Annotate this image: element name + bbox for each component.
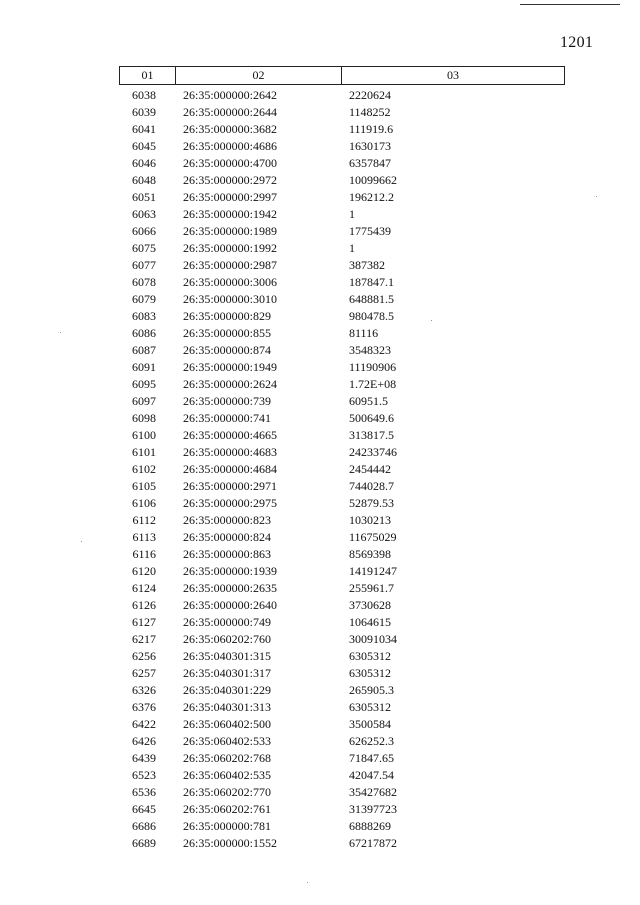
cell-01: 6116	[132, 547, 156, 561]
cell-01: 6422	[132, 717, 156, 731]
cell-01: 6091	[132, 360, 156, 374]
table-row	[119, 461, 565, 478]
cell-02: 26:35:000000:4684	[183, 462, 278, 476]
cell-01: 6124	[132, 581, 156, 595]
cell-03: 6305312	[349, 700, 391, 714]
cell-01: 6426	[132, 734, 156, 748]
table-row	[119, 563, 565, 580]
table-row	[119, 308, 565, 325]
cell-03: 980478.5	[349, 309, 394, 323]
cell-02: 26:35:060402:500	[183, 717, 272, 731]
cell-03: 6888269	[349, 819, 391, 833]
cell-03: 35427682	[349, 785, 397, 799]
table-row	[119, 444, 565, 461]
cell-03: 60951.5	[349, 394, 388, 408]
scan-speck	[307, 882, 308, 883]
table-row	[119, 580, 565, 597]
cell-03: 1.72E+08	[349, 377, 397, 391]
table-row	[119, 835, 565, 852]
table-row	[119, 733, 565, 750]
table-row	[119, 206, 565, 223]
table-row	[119, 172, 565, 189]
cell-03: 71847.65	[349, 751, 394, 765]
cell-02: 26:35:060202:768	[183, 751, 272, 765]
cell-01: 6041	[132, 122, 156, 136]
cell-02: 26:35:000000:2997	[183, 190, 278, 204]
cell-02: 26:35:000000:781	[183, 819, 272, 833]
cell-01: 6046	[132, 156, 156, 170]
scan-speck	[60, 332, 61, 333]
cell-03: 8569398	[349, 547, 391, 561]
cell-02: 26:35:000000:829	[183, 309, 272, 323]
cell-02: 26:35:000000:855	[183, 326, 272, 340]
cell-01: 6112	[132, 513, 156, 527]
cell-03: 196212.2	[349, 190, 394, 204]
table-row	[119, 529, 565, 546]
cell-01: 6095	[132, 377, 156, 391]
cell-01: 6038	[132, 88, 156, 102]
data-table	[119, 66, 565, 852]
cell-03: 81116	[349, 326, 379, 340]
cell-01: 6077	[132, 258, 156, 272]
header-col-02: 02	[176, 67, 342, 84]
cell-01: 6083	[132, 309, 156, 323]
cell-03: 6305312	[349, 666, 391, 680]
cell-03: 255961.7	[349, 581, 394, 595]
cell-03: 1	[349, 207, 355, 221]
cell-02: 26:35:000000:4665	[183, 428, 278, 442]
cell-01: 6127	[132, 615, 156, 629]
cell-01: 6105	[132, 479, 156, 493]
cell-01: 6078	[132, 275, 156, 289]
cell-01: 6101	[132, 445, 156, 459]
cell-01: 6256	[132, 649, 156, 663]
table-row	[119, 478, 565, 495]
cell-02: 26:35:000000:823	[183, 513, 272, 527]
cell-01: 6120	[132, 564, 156, 578]
cell-03: 14191247	[349, 564, 397, 578]
cell-02: 26:35:000000:2971	[183, 479, 278, 493]
cell-03: 2220624	[349, 88, 391, 102]
table-row	[119, 138, 565, 155]
cell-02: 26:35:000000:1939	[183, 564, 278, 578]
cell-02: 26:35:000000:2640	[183, 598, 278, 612]
cell-01: 6257	[132, 666, 156, 680]
table-row	[119, 223, 565, 240]
table-row	[119, 665, 565, 682]
cell-03: 24233746	[349, 445, 397, 459]
table-row	[119, 376, 565, 393]
cell-02: 26:35:000000:2644	[183, 105, 278, 119]
cell-03: 42047.54	[349, 768, 394, 782]
cell-03: 1064615	[349, 615, 391, 629]
cell-02: 26:35:000000:2975	[183, 496, 278, 510]
cell-01: 6689	[132, 836, 156, 850]
cell-01: 6086	[132, 326, 156, 340]
table-row	[119, 427, 565, 444]
table-row	[119, 393, 565, 410]
cell-02: 26:35:000000:3010	[183, 292, 278, 306]
cell-02: 26:35:000000:1552	[183, 836, 278, 850]
header-col-03: 03	[447, 68, 459, 82]
cell-03: 11190906	[349, 360, 397, 374]
cell-03: 3548323	[349, 343, 391, 357]
table-row	[119, 682, 565, 699]
table-row	[119, 818, 565, 835]
cell-01: 6645	[132, 802, 156, 816]
table-row	[119, 155, 565, 172]
cell-03: 3500584	[349, 717, 391, 731]
cell-03: 1148252	[349, 105, 391, 119]
table-row	[119, 767, 565, 784]
cell-03: 30091034	[349, 632, 397, 646]
table-row	[119, 189, 565, 206]
table-row	[119, 614, 565, 631]
cell-01: 6048	[132, 173, 156, 187]
cell-02: 26:35:000000:1949	[183, 360, 278, 374]
table-row	[119, 410, 565, 427]
cell-01: 6106	[132, 496, 156, 510]
table-row	[119, 121, 565, 138]
cell-01: 6063	[132, 207, 156, 221]
cell-03: 111919.6	[349, 122, 394, 136]
page-number: 1201	[560, 34, 594, 51]
cell-01: 6098	[132, 411, 156, 425]
table-row	[119, 87, 565, 104]
cell-02: 26:35:000000:2635	[183, 581, 278, 595]
cell-03: 1630173	[349, 139, 391, 153]
table-row	[119, 784, 565, 801]
cell-01: 6217	[132, 632, 156, 646]
table-row	[119, 716, 565, 733]
cell-02: 26:35:000000:2642	[183, 88, 278, 102]
cell-03: 744028.7	[349, 479, 394, 493]
cell-02: 26:35:040301:313	[183, 700, 272, 714]
cell-03: 2454442	[349, 462, 391, 476]
table-header	[119, 66, 565, 85]
table-row	[119, 325, 565, 342]
cell-03: 52879.53	[349, 496, 394, 510]
table-row	[119, 495, 565, 512]
cell-02: 26:35:000000:4683	[183, 445, 278, 459]
cell-02: 26:35:000000:874	[183, 343, 272, 357]
cell-01: 6326	[132, 683, 156, 697]
cell-02: 26:35:000000:3006	[183, 275, 278, 289]
scan-speck	[431, 320, 432, 321]
cell-01: 6066	[132, 224, 156, 238]
cell-01: 6087	[132, 343, 156, 357]
table-row	[119, 104, 565, 121]
cell-02: 26:35:000000:741	[183, 411, 272, 425]
table-row	[119, 801, 565, 818]
cell-02: 26:35:000000:749	[183, 615, 272, 629]
cell-03: 1	[349, 241, 355, 255]
cell-01: 6100	[132, 428, 156, 442]
cell-02: 26:35:060402:533	[183, 734, 272, 748]
cell-01: 6126	[132, 598, 156, 612]
cell-03: 3730628	[349, 598, 391, 612]
table-row	[119, 274, 565, 291]
table-row	[119, 699, 565, 716]
cell-02: 26:35:040301:229	[183, 683, 272, 697]
cell-03: 31397723	[349, 802, 397, 816]
cell-02: 26:35:060202:770	[183, 785, 272, 799]
table-row	[119, 257, 565, 274]
cell-03: 67217872	[349, 836, 397, 850]
cell-03: 11675029	[349, 530, 397, 544]
scan-speck	[596, 196, 597, 197]
table-row	[119, 631, 565, 648]
header-col-01: 01	[120, 67, 176, 84]
cell-02: 26:35:060202:760	[183, 632, 272, 646]
cell-03: 313817.5	[349, 428, 394, 442]
cell-01: 6045	[132, 139, 156, 153]
cell-01: 6075	[132, 241, 156, 255]
cell-03: 648881.5	[349, 292, 394, 306]
cell-01: 6686	[132, 819, 156, 833]
cell-02: 26:35:000000:739	[183, 394, 272, 408]
table-row	[119, 512, 565, 529]
table-body	[119, 87, 565, 852]
cell-02: 26:35:000000:3682	[183, 122, 278, 136]
table-row	[119, 291, 565, 308]
cell-03: 265905.3	[349, 683, 394, 697]
cell-01: 6439	[132, 751, 156, 765]
table-row	[119, 648, 565, 665]
top-rule	[520, 4, 620, 5]
cell-02: 26:35:040301:315	[183, 649, 272, 663]
cell-03: 387382	[349, 258, 385, 272]
cell-01: 6376	[132, 700, 156, 714]
table-row	[119, 546, 565, 563]
cell-02: 26:35:000000:2972	[183, 173, 278, 187]
cell-01: 6536	[132, 785, 156, 799]
cell-03: 626252.3	[349, 734, 394, 748]
scan-speck	[81, 541, 82, 542]
cell-02: 26:35:000000:1989	[183, 224, 278, 238]
cell-02: 26:35:000000:4686	[183, 139, 278, 153]
cell-02: 26:35:060402:535	[183, 768, 272, 782]
table-row	[119, 240, 565, 257]
cell-01: 6039	[132, 105, 156, 119]
cell-03: 6305312	[349, 649, 391, 663]
cell-02: 26:35:000000:1992	[183, 241, 278, 255]
cell-01: 6097	[132, 394, 156, 408]
table-row	[119, 359, 565, 376]
table-row	[119, 342, 565, 359]
cell-02: 26:35:040301:317	[183, 666, 272, 680]
cell-01: 6523	[132, 768, 156, 782]
cell-01: 6051	[132, 190, 156, 204]
cell-02: 26:35:000000:863	[183, 547, 272, 561]
cell-03: 10099662	[349, 173, 397, 187]
cell-01: 6113	[132, 530, 156, 544]
table-row	[119, 750, 565, 767]
cell-02: 26:35:000000:4700	[183, 156, 278, 170]
cell-01: 6102	[132, 462, 156, 476]
cell-02: 26:35:000000:824	[183, 530, 272, 544]
cell-02: 26:35:000000:1942	[183, 207, 278, 221]
cell-02: 26:35:000000:2624	[183, 377, 278, 391]
cell-01: 6079	[132, 292, 156, 306]
table-row	[119, 597, 565, 614]
cell-03: 187847.1	[349, 275, 394, 289]
cell-03: 6357847	[349, 156, 391, 170]
cell-02: 26:35:060202:761	[183, 802, 272, 816]
cell-03: 1030213	[349, 513, 391, 527]
cell-03: 500649.6	[349, 411, 394, 425]
cell-03: 1775439	[349, 224, 391, 238]
cell-02: 26:35:000000:2987	[183, 258, 278, 272]
